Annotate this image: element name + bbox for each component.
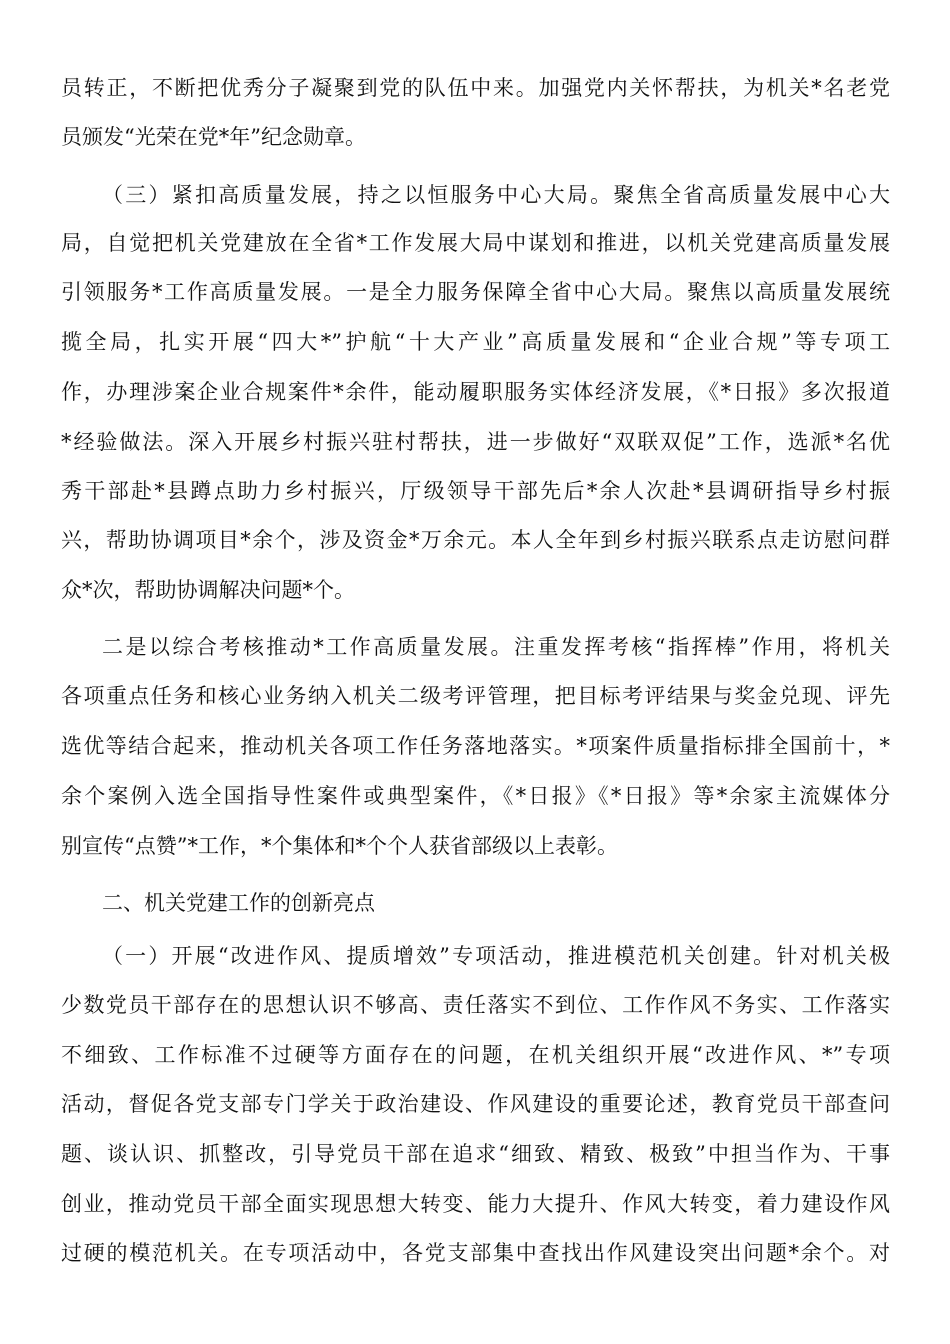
text-line: 兴，帮助协调项目*余个，涉及资金*万余元。本人全年到乡村振兴联系点走访慰问群: [61, 528, 890, 552]
text-line: 少数党员干部存在的思想认识不够高、责任落实不到位、工作作风不务实、工作落实: [61, 993, 890, 1017]
text-line: 创业，推动党员干部全面实现思想大转变、能力大提升、作风大转变，着力建设作风: [61, 1192, 890, 1216]
text-line: 揽全局，扎实开展“四大*”护航“十大产业”高质量发展和“企业合规”等专项工: [61, 330, 890, 354]
text-line: （三）紧扣高质量发展，持之以恒服务中心大局。聚焦全省高质量发展中心大: [102, 183, 890, 207]
text-line: 别宣传“点赞”*工作，*个集体和*个个人获省部级以上表彰。: [61, 834, 618, 858]
text-line: 活动，督促各党支部专门学关于政治建设、作风建设的重要论述，教育党员干部查问: [61, 1092, 890, 1116]
text-line: 员转正，不断把优秀分子凝聚到党的队伍中来。加强党内关怀帮扶，为机关*名老党: [61, 76, 890, 100]
text-line: 各项重点任务和核心业务纳入机关二级考评管理，把目标考评结果与奖金兑现、评先: [61, 684, 890, 708]
text-line: 余个案例入选全国指导性案件或典型案件，《*日报》《*日报》等*余家主流媒体分: [61, 784, 890, 808]
text-line: 过硬的模范机关。在专项活动中，各党支部集中查找出作风建设突出问题*余个。对: [61, 1241, 890, 1265]
text-line: 秀干部赴*县蹲点助力乡村振兴，厅级领导干部先后*余人次赴*县调研指导乡村振: [61, 479, 890, 503]
section-heading: 二、机关党建工作的创新亮点: [102, 891, 375, 915]
text-line: 局，自觉把机关党建放在全省*工作发展大局中谋划和推进，以机关党建高质量发展: [61, 231, 890, 255]
text-line: （一）开展“改进作风、提质增效”专项活动，推进模范机关创建。针对机关极: [102, 944, 890, 968]
text-line: 二是以综合考核推动*工作高质量发展。注重发挥考核“指挥棒”作用，将机关: [102, 635, 890, 659]
text-line: 选优等结合起来，推动机关各项工作任务落地落实。*项案件质量指标排全国前十，*: [61, 734, 890, 758]
text-line: 作，办理涉案企业合规案件*余件，能动履职服务实体经济发展，《*日报》多次报道: [61, 380, 890, 404]
text-line: 众*次，帮助协调解决问题*个。: [61, 578, 355, 602]
text-line: 引领服务*工作高质量发展。一是全力服务保障全省中心大局。聚焦以高质量发展统: [61, 280, 890, 304]
text-line: *经验做法。深入开展乡村振兴驻村帮扶，进一步做好“双联双促”工作，选派*名优: [61, 430, 890, 454]
text-line: 题、谈认识、抓整改，引导党员干部在追求“细致、精致、极致”中担当作为、干事: [61, 1142, 890, 1166]
text-line: 不细致、工作标准不过硬等方面存在的问题，在机关组织开展“改进作风、*”专项: [61, 1043, 890, 1067]
text-line: 员颁发“光荣在党*年”纪念勋章。: [61, 125, 366, 149]
